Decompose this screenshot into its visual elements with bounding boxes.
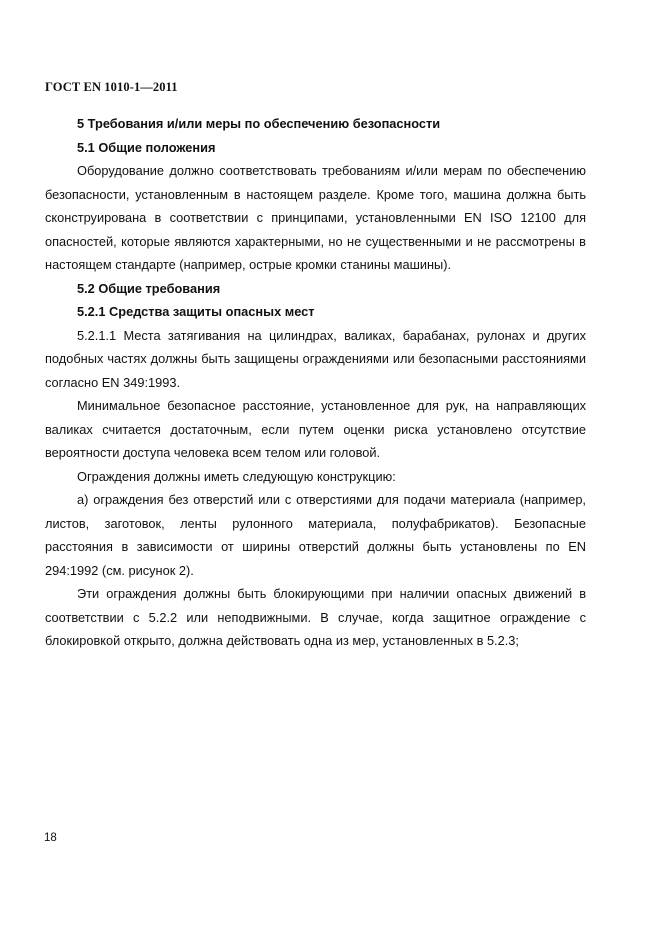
paragraph-min-distance: Минимальное безопасное расстояние, установленное для рук, на направляющих валиках считается достаточным, если путем оценки риска установлено отсутствие вероятности доступа человека всем телом или головой. (45, 398, 586, 460)
paragraph-interlock: Эти ограждения должны быть блокирующими при наличии опасных движений в соответствии с 5.2.2 или неподвижными. В случае, когда защитное ограждение с блокировкой открыто, должна действовать одна из мер, установленных в 5.2.3; (45, 586, 586, 648)
section-5-heading: 5 Требования и/или меры по обеспечению безопасности (77, 116, 441, 131)
section-5-1-heading: 5.1 Общие положения (77, 139, 216, 155)
paragraph-item-a: а) ограждения без отверстий или с отверстиями для подачи материала (например, листов, заготовок, ленты рулонного материала, полуфабрикатов). Безопасные расстояния в зависимости от ширины отверстий должны быть установлены по EN 294:1992 (см. рисунок 2). (45, 492, 586, 578)
section-5-2-heading: 5.2 Общие требования (77, 280, 221, 296)
paragraph-5-1: Оборудование должно соответствовать требованиям и/или мерам по обеспечению безопасности, установленным в настоящем разделе. Кроме того, машина должна быть сконструирована в соответствии с принципами, установленными EN ISO 12100 для опасностей, которые являются характерными, но не существенными и не рассмотрены в настоящем стандарте (например, острые кромки станины машины). (45, 163, 586, 272)
section-5-2-1-heading: 5.2.1 Средства защиты опасных мест (77, 304, 315, 319)
page-number: 18 (44, 832, 57, 844)
document-body (45, 112, 586, 653)
document-code-header: ГОСТ EN 1010-1—2011 (45, 80, 178, 94)
paragraph-guards-intro: Ограждения должны иметь следующую конструкцию: (77, 468, 396, 484)
paragraph-5-2-1-1: 5.2.1.1 Места затягивания на цилиндрах, валиках, барабанах, рулонах и других подобных частях должны быть защищены ограждениями или безопасными расстояниями согласно EN 349:1993. (45, 327, 586, 390)
